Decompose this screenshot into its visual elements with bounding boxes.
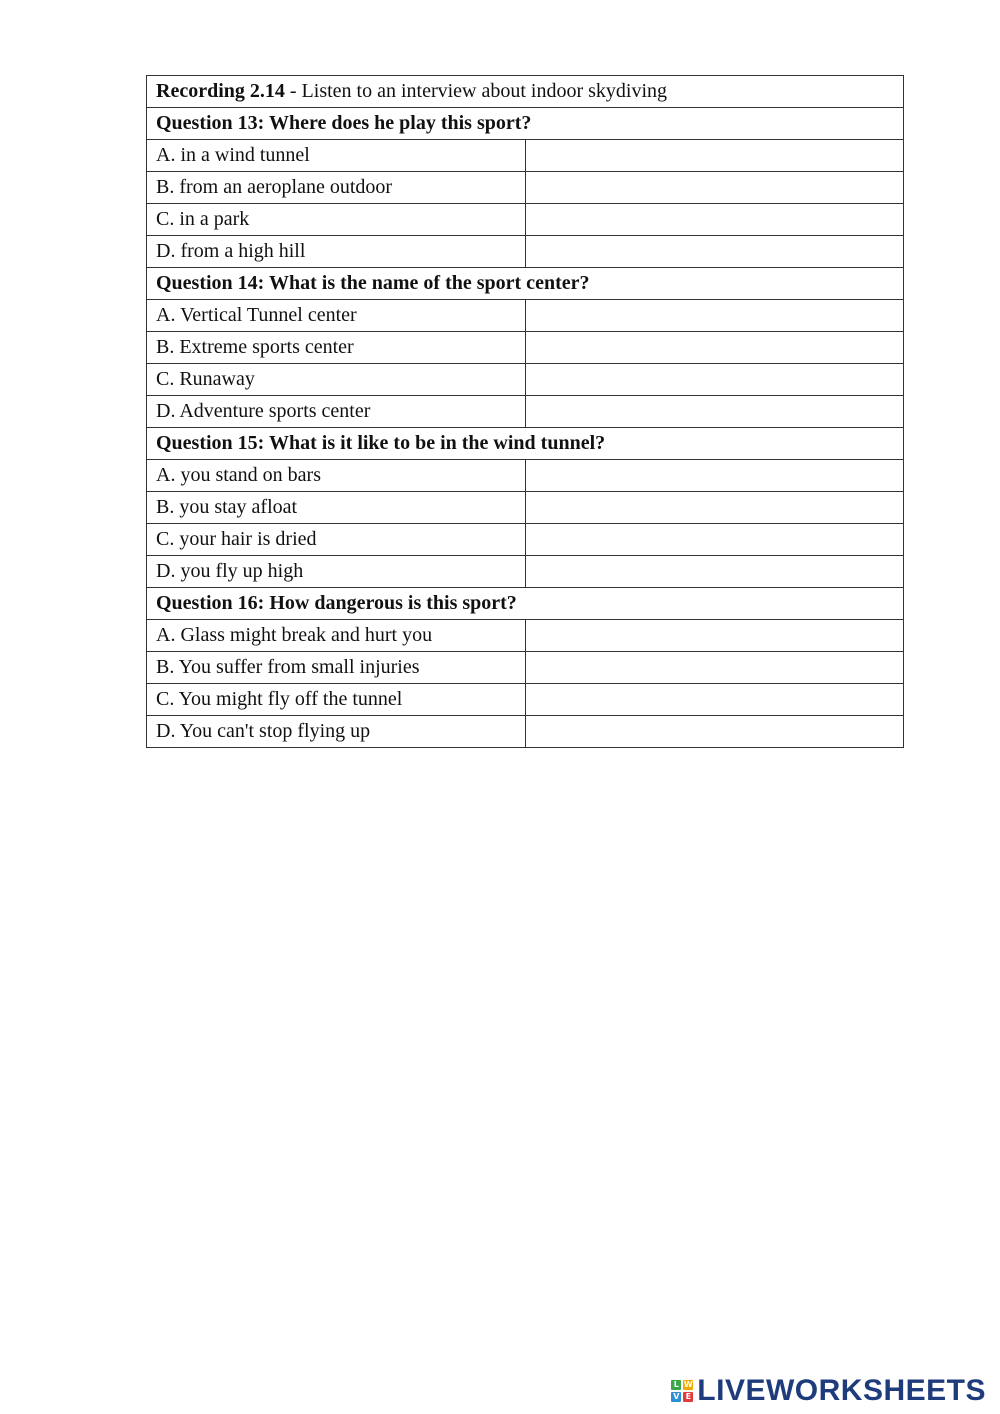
option-row [147,332,904,364]
option-row [147,140,904,172]
answer-box[interactable] [526,236,904,268]
answer-box[interactable] [526,396,904,428]
option-label: B. You suffer from small injuries [147,652,526,684]
option-label: D. from a high hill [147,236,526,268]
logo-letter: L [671,1380,681,1390]
answer-box[interactable] [526,204,904,236]
option-row [147,204,904,236]
answer-box[interactable] [526,652,904,684]
answer-box[interactable] [526,460,904,492]
question-row [147,108,904,140]
question-row [147,428,904,460]
question-row [147,268,904,300]
answer-box[interactable] [526,300,904,332]
option-row [147,396,904,428]
answer-box[interactable] [526,172,904,204]
option-label: B. Extreme sports center [147,332,526,364]
answer-box[interactable] [526,716,904,748]
answer-box[interactable] [526,620,904,652]
logo-letter: W [683,1380,693,1389]
logo-letter: V [673,1392,680,1401]
option-row [147,236,904,268]
option-label: A. you stand on bars [147,460,526,492]
option-label: C. Runaway [147,364,526,396]
option-label: A. Glass might break and hurt you [147,620,526,652]
answer-box[interactable] [526,556,904,588]
recording-header-row [147,76,904,108]
option-row [147,652,904,684]
question-row [147,588,904,620]
option-label: C. in a park [147,204,526,236]
question-title: Question 15: What is it like to be in the wind tunnel? [147,428,904,460]
answer-box[interactable] [526,684,904,716]
option-row [147,172,904,204]
answer-box[interactable] [526,140,904,172]
option-row [147,684,904,716]
option-label: B. from an aeroplane outdoor [147,172,526,204]
option-label: D. you fly up high [147,556,526,588]
option-row [147,620,904,652]
worksheet-table [146,75,904,748]
recording-header [147,76,904,108]
liveworksheets-brand [671,1373,986,1409]
answer-box[interactable] [526,364,904,396]
logo-letter: E [683,1392,693,1402]
option-row [147,300,904,332]
option-row [147,556,904,588]
option-label: C. your hair is dried [147,524,526,556]
option-row [147,460,904,492]
answer-box[interactable] [526,524,904,556]
question-title: Question 14: What is the name of the sport center? [147,268,904,300]
option-row [147,364,904,396]
liveworksheets-logo-icon [671,1380,693,1402]
option-label: A. in a wind tunnel [147,140,526,172]
option-label: C. You might fly off the tunnel [147,684,526,716]
brand-wordmark: LIVEWORKSHEETS [697,1374,986,1407]
option-row [147,716,904,748]
option-label: D. Adventure sports center [147,396,526,428]
question-title: Question 13: Where does he play this sport? [147,108,904,140]
answer-box[interactable] [526,332,904,364]
answer-box[interactable] [526,492,904,524]
option-label: D. You can't stop flying up [147,716,526,748]
option-row [147,492,904,524]
option-label: A. Vertical Tunnel center [147,300,526,332]
question-title: Question 16: How dangerous is this sport? [147,588,904,620]
option-row [147,524,904,556]
recording-description: - Listen to an interview about indoor skydiving [284,80,668,102]
option-label: B. you stay afloat [147,492,526,524]
recording-label: Recording 2.14 [156,80,285,102]
